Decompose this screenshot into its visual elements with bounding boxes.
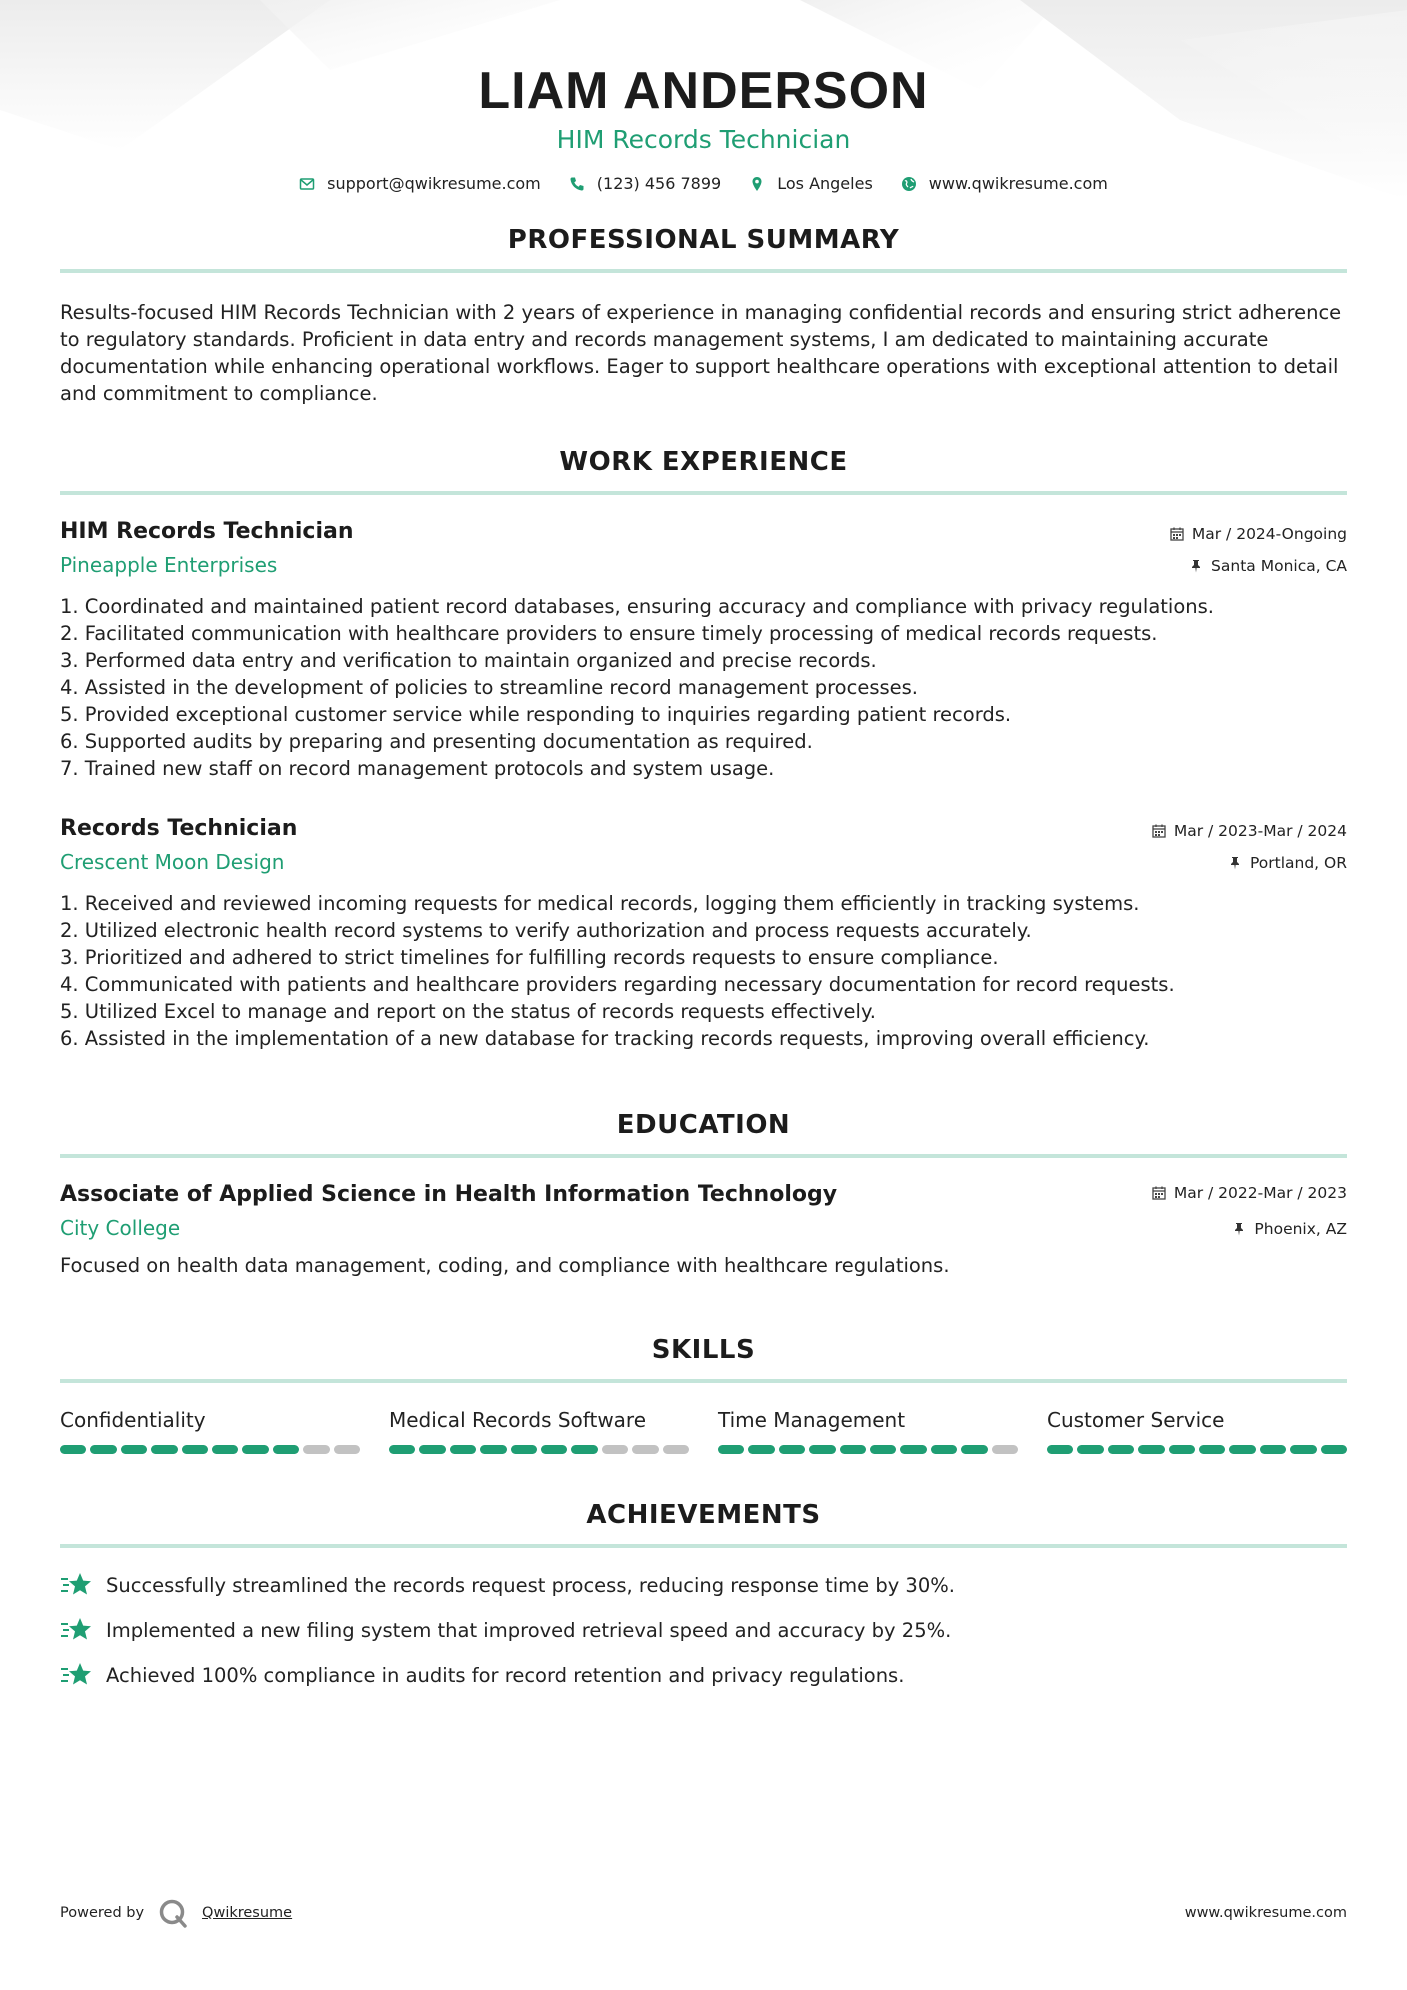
job-location: Portland, OR [1249,854,1347,872]
skill-segment-empty [334,1445,360,1454]
list-item: 5. Utilized Excel to manage and report on the status of records requests effectively. [60,1000,876,1023]
list-item: 2. Facilitated communication with healthcare providers to ensure timely processing of medical records requests. [60,622,1158,645]
job-location: Santa Monica, CA [1211,557,1347,575]
list-item: 1. Received and reviewed incoming requests for medical records, logging them efficiently in tracking systems. [60,892,1140,915]
skill-segment-empty [602,1445,628,1454]
powered-by [60,1898,292,1928]
calendar-icon [1152,824,1166,838]
contact-location-text: Los Angeles [777,174,873,193]
school-name: City College [60,1216,181,1240]
skill-segment-filled [1229,1445,1255,1454]
professional-summary-section [60,225,1347,407]
list-item: 6. Supported audits by preparing and presenting documentation as required. [60,730,813,753]
job-date: Mar / 2023-Mar / 2024 [1173,822,1347,840]
list-item: 4. Communicated with patients and healthcare providers regarding necessary documentation for record requests. [60,973,1175,996]
education-description: Focused on health data management, coding, and compliance with healthcare regulations. [60,1254,950,1277]
list-item: 6. Assisted in the implementation of a new database for tracking records requests, improving overall efficiency. [60,1027,1150,1050]
skill-segment-filled [511,1445,537,1454]
envelope-icon [299,176,315,192]
skill-segment-filled [1199,1445,1225,1454]
skill-segment-filled [840,1445,866,1454]
skill-segment-filled [419,1445,445,1454]
achievement-item [60,1660,1347,1690]
skill-segment-filled [1108,1445,1134,1454]
location-pin-icon [749,176,765,192]
skill-segment-filled [870,1445,896,1454]
degree-title: Associate of Applied Science in Health Information Technology [60,1182,838,1207]
candidate-title: HIM Records Technician [556,125,851,154]
skill-segment-filled [273,1445,299,1454]
skill-level-bar [718,1445,1018,1454]
achievement-text: Successfully streamlined the records request process, reducing response time by 30%. [106,1573,955,1597]
skill-segment-filled [60,1445,86,1454]
skill-segment-empty [303,1445,329,1454]
globe-icon [901,176,917,192]
achievement-item [60,1570,1347,1600]
contact-email[interactable] [299,174,541,193]
skill-segment-filled [182,1445,208,1454]
skill-segment-filled [389,1445,415,1454]
skill-level-bar [60,1445,360,1454]
section-heading: EDUCATION [60,1110,1347,1158]
skill-segment-filled [151,1445,177,1454]
skill-segment-filled [450,1445,476,1454]
skill-level-bar [1047,1445,1347,1454]
candidate-name: LIAM ANDERSON [478,62,929,120]
list-item: 4. Assisted in the development of policies to streamline record management processes. [60,676,918,699]
skill-segment-filled [121,1445,147,1454]
list-item: 1. Coordinated and maintained patient record databases, ensuring accuracy and compliance with privacy regulations. [60,595,1214,618]
footer-website[interactable]: www.qwikresume.com [1184,1905,1347,1921]
skill-segment-filled [748,1445,774,1454]
skill-segment-filled [1321,1445,1347,1454]
skill-name: Time Management [718,1408,906,1432]
skill-segment-filled [242,1445,268,1454]
skill-segment-filled [212,1445,238,1454]
achievement-text: Implemented a new filing system that improved retrieval speed and accuracy by 25%. [106,1618,952,1642]
skill-segment-filled [571,1445,597,1454]
star-icon [60,1616,92,1644]
skills-section [60,1335,1347,1454]
company-name: Pineapple Enterprises [60,553,278,577]
skill-segment-filled [718,1445,744,1454]
page-footer [60,1898,1347,1928]
skill-segment-filled [961,1445,987,1454]
education-section [60,1110,1347,1279]
skill-segment-empty [663,1445,689,1454]
skill-level-bar [389,1445,689,1454]
contact-phone-text: (123) 456 7899 [596,174,722,193]
section-heading: WORK EXPERIENCE [60,447,1347,495]
resume-header [60,0,1347,193]
skill-name: Confidentiality [60,1408,206,1432]
list-item: 3. Performed data entry and verification to maintain organized and precise records. [60,649,877,672]
skill-segment-filled [1290,1445,1316,1454]
list-item: 2. Utilized electronic health record systems to verify authorization and process requests accurately. [60,919,1032,942]
star-icon [60,1661,92,1689]
skill-item [718,1407,1018,1454]
achievements-list [60,1570,1347,1690]
job-entry [60,814,1347,1052]
contact-website[interactable] [901,174,1108,193]
list-item: 7. Trained new staff on record management protocols and system usage. [60,757,775,780]
skill-segment-filled [1138,1445,1164,1454]
job-date: Mar / 2024-Ongoing [1191,525,1347,543]
skill-segment-filled [779,1445,805,1454]
skill-segment-filled [541,1445,567,1454]
skill-segment-filled [809,1445,835,1454]
job-title: HIM Records Technician [60,519,354,544]
section-heading: ACHIEVEMENTS [60,1500,1347,1548]
calendar-icon [1152,1186,1166,1200]
skill-segment-empty [992,1445,1018,1454]
qwikresume-logo-icon [158,1898,188,1928]
company-name: Crescent Moon Design [60,850,285,874]
contact-email-text: support@qwikresume.com [327,174,541,193]
list-item: 5. Provided exceptional customer service while responding to inquiries regarding patient records. [60,703,1012,726]
skill-segment-filled [900,1445,926,1454]
achievement-text: Achieved 100% compliance in audits for record retention and privacy regulations. [106,1663,905,1687]
pushpin-icon [1232,1222,1246,1236]
skills-list [60,1407,1347,1454]
skill-name: Customer Service [1047,1408,1225,1432]
summary-text: Results-focused HIM Records Technician with 2 years of experience in managing confidential records and ensuring strict adherence to regulatory standards. Proficient in data entry and records management systems, I am dedicated to maintaining accurate documentation while enhancing operational workflows. Eager to support healthcare operations with exceptional attention to detail and commitment to compliance. [60,301,1342,405]
contact-bar [60,174,1347,193]
skill-segment-filled [1260,1445,1286,1454]
skill-item [389,1407,689,1454]
calendar-icon [1170,527,1184,541]
skill-name: Medical Records Software [389,1408,647,1432]
skill-segment-filled [931,1445,957,1454]
skill-item [1047,1407,1347,1454]
skill-segment-filled [1047,1445,1073,1454]
star-icon [60,1571,92,1599]
skill-segment-filled [90,1445,116,1454]
education-date: Mar / 2022-Mar / 2023 [1173,1184,1347,1202]
job-responsibilities [60,890,1347,1052]
contact-location [749,174,873,193]
skill-segment-filled [480,1445,506,1454]
pushpin-icon [1189,559,1203,573]
education-location: Phoenix, AZ [1254,1220,1347,1238]
work-experience-section [60,447,1347,1052]
list-item: 3. Prioritized and adhered to strict timelines for fulfilling records requests to ensure compliance. [60,946,999,969]
job-responsibilities [60,593,1347,782]
skill-segment-empty [632,1445,658,1454]
section-heading: PROFESSIONAL SUMMARY [60,225,1347,273]
achievements-section [60,1500,1347,1690]
skill-segment-filled [1077,1445,1103,1454]
section-heading: SKILLS [60,1335,1347,1383]
education-entry [60,1180,1347,1279]
powered-by-label: Powered by [60,1905,145,1921]
phone-icon [569,176,585,192]
pushpin-icon [1228,856,1242,870]
skill-segment-filled [1169,1445,1195,1454]
contact-phone[interactable] [569,174,721,193]
contact-website-text: www.qwikresume.com [928,174,1108,193]
qwikresume-link[interactable]: Qwikresume [202,1905,293,1921]
job-title: Records Technician [60,816,298,841]
job-entry [60,517,1347,782]
achievement-item [60,1615,1347,1645]
skill-item [60,1407,360,1454]
